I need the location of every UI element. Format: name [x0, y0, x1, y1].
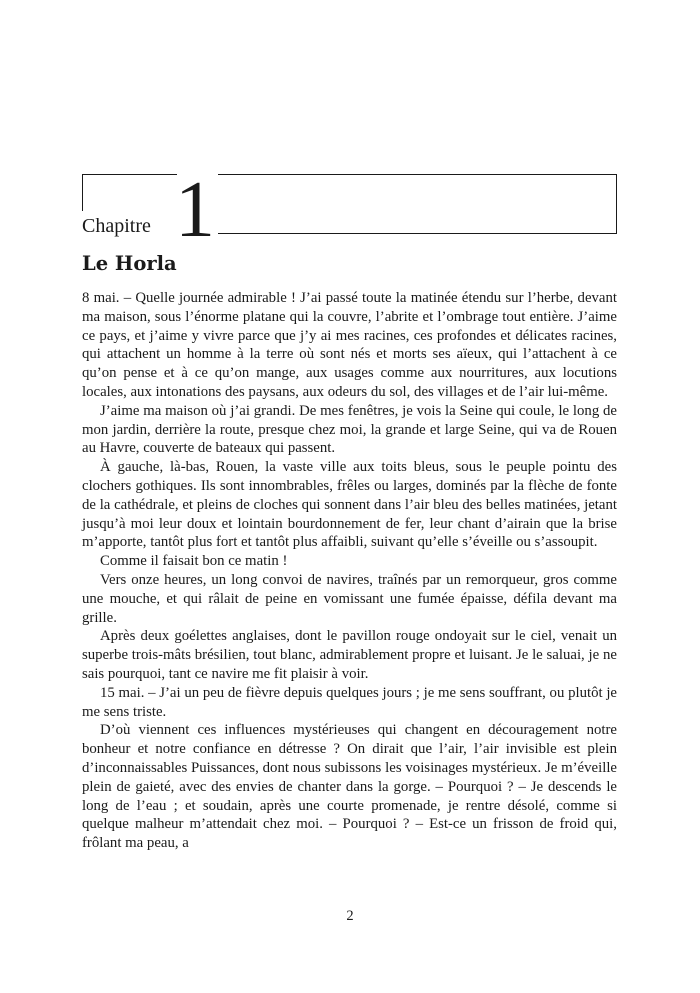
- page-number: 2: [346, 908, 354, 924]
- chapter-frame-left: [82, 174, 177, 211]
- paragraph: Comme il faisait bon ce matin !: [100, 553, 288, 570]
- paragraph: Après deux goélettes anglaises, dont le pavillon rouge ondoyait sur le ciel, venait un superbe trois-mâts brésilien, tout blanc, admirablement propre et luisant. Je le saluai, je ne sais pourquoi, tant ce navire me fit plaisir à voir.: [82, 628, 617, 682]
- chapter-title: Le Horla: [82, 252, 177, 275]
- paragraph: Vers onze heures, un long convoi de navires, traînés par un remorqueur, gros comme une mouche, et qui râlait de peine en vomissant une fumée épaisse, défila devant ma grille.: [82, 571, 617, 626]
- paragraph: 15 mai. – J’ai un peu de fièvre depuis quelques jours ; je me sens souffrant, ou plutôt je me sens triste.: [82, 684, 617, 720]
- chapter-label: Chapitre: [82, 215, 151, 237]
- paragraph: D’où viennent ces influences mystérieuses qui changent en découragement notre bonheur et notre confiance en détresse ? On dirait que l’air, l’air invisible est plein d’inconnaissables Puissances, dont nous subissons les voisinages mystérieux. Je m’éveille plein de gaieté, avec des envies de chanter dans la gorge. – Pourquoi ? – Je descends le long de l’eau ; et soudain, après une courte promenade, je rentre désolé, comme si quelque malheur m’attendait chez moi. – Pourquoi ? – Est-ce un frisson de froid qui, frôlant ma peau, a: [82, 722, 617, 852]
- chapter-heading: [82, 166, 618, 254]
- paragraph: À gauche, là-bas, Rouen, la vaste ville aux toits bleus, sous le peuple pointu des clochers gothiques. Ils sont innombrables, frêles ou larges, dominés par la flèche de fonte de la cathédrale, et pleins de cloches qui sonnent dans l’air bleu des belles matinées, jetant jusqu’à moi leur doux et lointain bourdonnement de fer, leur chant d’airain que la brise m’apporte, tantôt plus fort et tantôt plus affaibli, suivant qu’elle s’éveille ou s’assoupit.: [82, 459, 617, 551]
- paragraph: 8 mai. – Quelle journée admirable ! J’ai passé toute la matinée étendu sur l’herbe, devant ma maison, sous l’énorme platane qui la couvre, l’abrite et l’ombrage tout entière. J’aime ce pays, et j’aime y vivre parce que j’y ai mes racines, ces profondes et délicates racines, qui attachent un homme à la terre où sont nés et morts ses aïeux, qui l’attachent à ce qu’on pense et à ce qu’on mange, aux usages comme aux nourritures, aux locutions locales, aux intonations des paysans, aux odeurs du sol, des villages et de l’air lui-même.: [82, 290, 617, 400]
- chapter-frame-right: [218, 174, 617, 234]
- chapter-number: 1: [175, 166, 215, 254]
- paragraph: J’aime ma maison où j’ai grandi. De mes fenêtres, je vois la Seine qui coule, le long de mon jardin, derrière la route, presque chez moi, la grande et large Seine, qui va de Rouen au Havre, couverte de bateaux qui passent.: [82, 402, 617, 457]
- body-text: [82, 289, 617, 853]
